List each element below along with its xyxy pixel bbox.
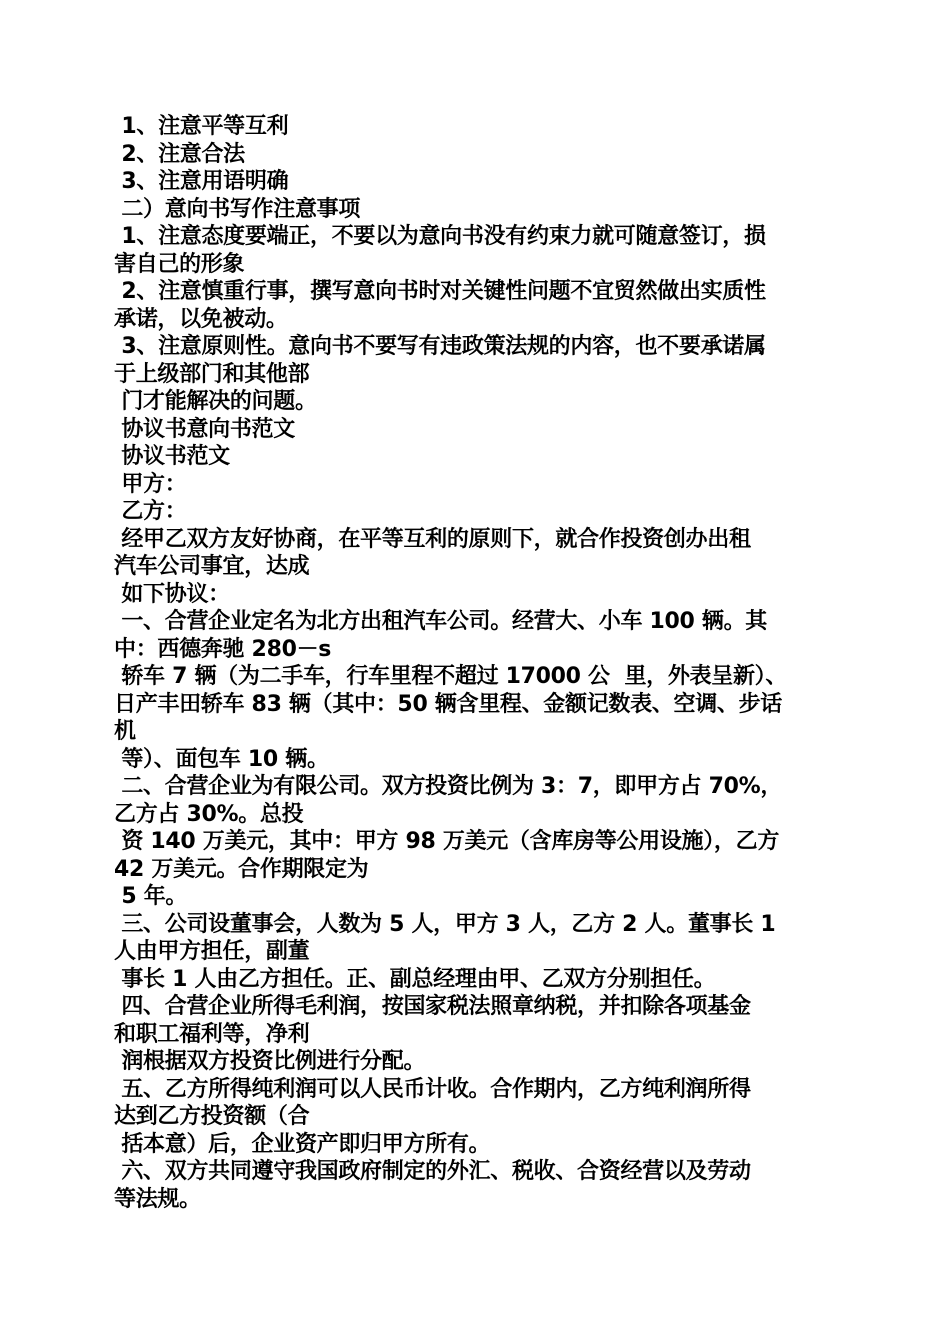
clause-line: 轿车 7 辆（为二手车，行车里程不超过 17000 公 里，外表呈新）、 xyxy=(114,664,788,689)
clause-line: 达到乙方投资额（合 xyxy=(114,1104,310,1129)
document-page xyxy=(114,113,836,1213)
clause-line: 日产丰田轿车 83 辆（其中：50 辆含里程、金额记数表、空调、步话 xyxy=(114,691,783,717)
text-line: 承诺，以免被动。 xyxy=(114,306,288,332)
clause-line: 和职工福利等，净利 xyxy=(114,1021,310,1047)
text-line: 1、注意平等互利 xyxy=(114,114,289,139)
section-heading: 协议书范文 xyxy=(114,444,230,469)
text-line: 1、注意态度要端正，不要以为意向书没有约束力就可随意签订，损 xyxy=(114,224,766,249)
text-line: 门才能解决的问题。 xyxy=(114,389,317,414)
clause-line: 人由甲方担任，副董 xyxy=(114,939,310,964)
text-line: 汽车公司事宜，达成 xyxy=(114,554,310,579)
text-line: 害自己的形象 xyxy=(114,251,245,277)
text-line: 2、注意合法 xyxy=(114,141,245,167)
clause-line: 乙方占 30%。总投 xyxy=(114,801,304,827)
clause-line: 机 xyxy=(114,719,136,744)
clause-line: 42 万美元。合作期限定为 xyxy=(114,856,369,882)
clause-line: 事长 1 人由乙方担任。正、副总经理由甲、乙双方分别担任。 xyxy=(114,966,716,992)
text-line: 3、注意原则性。意向书不要写有违政策法规的内容，也不要承诺属 xyxy=(114,334,766,359)
party-a-label: 甲方： xyxy=(114,471,187,497)
text-line: 经甲乙双方友好协商，在平等互利的原则下，就合作投资创办出租 xyxy=(114,526,751,552)
clause-line: 资 140 万美元，其中：甲方 98 万美元（含库房等公用设施），乙方 xyxy=(114,829,780,854)
clause-line: 二、合营企业为有限公司。双方投资比例为 3：7，即甲方占 70%， xyxy=(114,774,783,799)
text-line: 于上级部门和其他部 xyxy=(114,361,310,387)
clause-line: 六、双方共同遵守我国政府制定的外汇、税收、合资经营以及劳动 xyxy=(114,1159,751,1184)
clause-line: 等）、面包车 10 辆。 xyxy=(114,746,329,772)
section-heading: 协议书意向书范文 xyxy=(114,416,295,442)
clause-line: 等法规。 xyxy=(114,1186,201,1212)
clause-line: 中：西德奔驰 280－s xyxy=(114,636,332,662)
clause-line: 润根据双方投资比例进行分配。 xyxy=(114,1049,426,1074)
text-line: 3、注意用语明确 xyxy=(114,169,289,194)
clause-line: 五、乙方所得纯利润可以人民币计收。合作期内，乙方纯利润所得 xyxy=(114,1076,751,1102)
text-line: 如下协议： xyxy=(114,581,230,607)
clause-line: 一、合营企业定名为北方出租汽车公司。经营大、小车 100 辆。其 xyxy=(114,609,768,634)
text-line: 2、注意慎重行事，撰写意向书时对关键性问题不宜贸然做出实质性 xyxy=(114,279,766,304)
party-b-label: 乙方： xyxy=(114,499,187,524)
clause-line: 括本意）后，企业资产即归甲方所有。 xyxy=(114,1131,491,1157)
section-heading: 二）意向书写作注意事项 xyxy=(114,196,361,222)
clause-line: 三、公司设董事会，人数为 5 人，甲方 3 人，乙方 2 人。董事长 1 xyxy=(114,911,776,937)
clause-line: 四、合营企业所得毛利润，按国家税法照章纳税，并扣除各项基金 xyxy=(114,994,751,1019)
clause-line: 5 年。 xyxy=(114,884,188,909)
